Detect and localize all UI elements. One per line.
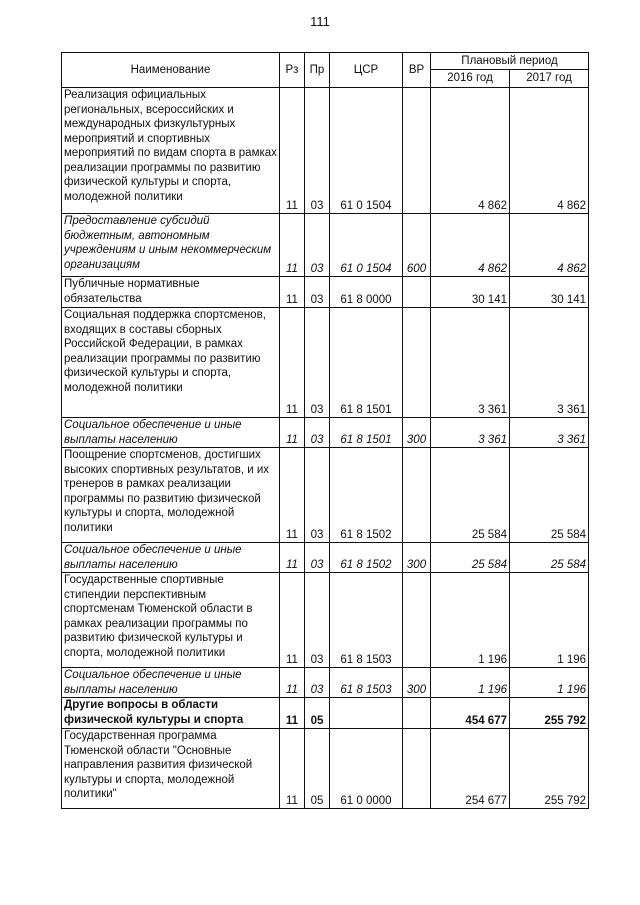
row-vr <box>403 277 431 308</box>
row-csr <box>330 698 403 729</box>
header-year-2016: 2016 год <box>431 70 510 88</box>
table-row <box>62 543 589 573</box>
row-value-2017: 25 584 <box>510 543 589 573</box>
row-value-2016: 454 677 <box>431 698 510 729</box>
table-row <box>62 308 589 418</box>
row-vr <box>403 729 431 809</box>
row-csr: 61 8 1503 <box>330 668 403 698</box>
row-vr <box>403 308 431 418</box>
row-value-2017: 255 792 <box>510 729 589 809</box>
row-value-2017: 1 196 <box>510 668 589 698</box>
row-name: Социальная поддержка спортсменов, входящих в составы сборных Российской Федерации, в рамках реализации программы по развитию физической культуры и спорта, молодежной политики <box>62 308 280 418</box>
row-pr: 05 <box>305 729 330 809</box>
row-pr: 03 <box>305 668 330 698</box>
header-pr: Пр <box>305 53 330 88</box>
header-plan-period: Плановый период <box>431 53 589 70</box>
table-row <box>62 418 589 448</box>
row-vr: 300 <box>403 418 431 448</box>
row-name: Социальное обеспечение и иные выплаты населению <box>62 418 280 448</box>
row-name: Социальное обеспечение и иные выплаты населению <box>62 543 280 573</box>
row-name: Социальное обеспечение и иные выплаты населению <box>62 668 280 698</box>
table-row <box>62 698 589 729</box>
row-name: Государственная программа Тюменской области "Основные направления развития физической культуры и спорта, молодежной политики" <box>62 729 280 809</box>
row-pr: 03 <box>305 308 330 418</box>
row-csr: 61 0 1504 <box>330 214 403 277</box>
page-number: 111 <box>310 14 330 29</box>
row-value-2017: 3 361 <box>510 418 589 448</box>
header-rz: Рз <box>280 53 305 88</box>
row-name: Поощрение спортсменов, достигших высоких спортивных результатов, и их тренеров в рамках реализации программы по развитию физической культуры и спорта, молодежной политики <box>62 448 280 543</box>
row-csr: 61 8 1503 <box>330 573 403 668</box>
row-csr: 61 8 1502 <box>330 543 403 573</box>
header-name: Наименование <box>62 53 280 88</box>
row-value-2016: 25 584 <box>431 448 510 543</box>
row-value-2017: 1 196 <box>510 573 589 668</box>
row-rz: 11 <box>280 573 305 668</box>
table-row <box>62 214 589 277</box>
row-value-2016: 30 141 <box>431 277 510 308</box>
row-rz: 11 <box>280 88 305 214</box>
row-name: Реализация официальных региональных, всероссийских и международных физкультурных мероприятий и спортивных мероприятий по видам спорта в рамках реализации программы по развитию физической культуры и спорта, молодежной политики <box>62 88 280 214</box>
header-vr: ВР <box>403 53 431 88</box>
row-csr: 61 8 1501 <box>330 308 403 418</box>
row-rz: 11 <box>280 277 305 308</box>
row-value-2017: 30 141 <box>510 277 589 308</box>
row-vr <box>403 573 431 668</box>
row-csr: 61 8 0000 <box>330 277 403 308</box>
row-pr: 03 <box>305 448 330 543</box>
row-csr: 61 8 1501 <box>330 418 403 448</box>
row-pr: 03 <box>305 418 330 448</box>
row-pr: 03 <box>305 214 330 277</box>
row-pr: 03 <box>305 543 330 573</box>
row-vr <box>403 448 431 543</box>
row-pr: 03 <box>305 88 330 214</box>
row-vr <box>403 88 431 214</box>
row-name: Государственные спортивные стипендии перспективным спортсменам Тюменской области в рамках реализации программы по развитию физической культуры и спорта, молодежной политики <box>62 573 280 668</box>
row-value-2016: 254 677 <box>431 729 510 809</box>
row-value-2017: 4 862 <box>510 88 589 214</box>
row-vr <box>403 698 431 729</box>
table-row <box>62 277 589 308</box>
row-value-2017: 255 792 <box>510 698 589 729</box>
row-value-2017: 3 361 <box>510 308 589 418</box>
row-value-2016: 25 584 <box>431 543 510 573</box>
table-row <box>62 668 589 698</box>
row-rz: 11 <box>280 308 305 418</box>
header-csr: ЦСР <box>330 53 403 88</box>
table-row <box>62 448 589 543</box>
header-year-2017: 2017 год <box>510 70 589 88</box>
row-value-2016: 4 862 <box>431 214 510 277</box>
row-rz: 11 <box>280 729 305 809</box>
table-row <box>62 729 589 809</box>
row-pr: 03 <box>305 277 330 308</box>
row-csr: 61 0 1504 <box>330 88 403 214</box>
row-value-2017: 25 584 <box>510 448 589 543</box>
row-pr: 03 <box>305 573 330 668</box>
row-csr: 61 0 0000 <box>330 729 403 809</box>
row-pr: 05 <box>305 698 330 729</box>
table-row <box>62 88 589 214</box>
row-value-2016: 1 196 <box>431 573 510 668</box>
row-name: Другие вопросы в области физической культуры и спорта <box>62 698 280 729</box>
budget-table <box>61 52 589 809</box>
table-row <box>62 573 589 668</box>
row-name: Предоставление субсидий бюджетным, автономным учреждениям и иным некоммерческим организациям <box>62 214 280 277</box>
row-rz: 11 <box>280 698 305 729</box>
row-rz: 11 <box>280 214 305 277</box>
row-rz: 11 <box>280 418 305 448</box>
row-value-2016: 3 361 <box>431 308 510 418</box>
row-value-2016: 3 361 <box>431 418 510 448</box>
row-rz: 11 <box>280 448 305 543</box>
row-vr: 300 <box>403 543 431 573</box>
row-vr: 300 <box>403 668 431 698</box>
row-value-2016: 1 196 <box>431 668 510 698</box>
row-csr: 61 8 1502 <box>330 448 403 543</box>
row-value-2016: 4 862 <box>431 88 510 214</box>
row-rz: 11 <box>280 668 305 698</box>
row-value-2017: 4 862 <box>510 214 589 277</box>
row-name: Публичные нормативные обязательства <box>62 277 280 308</box>
row-rz: 11 <box>280 543 305 573</box>
row-vr: 600 <box>403 214 431 277</box>
